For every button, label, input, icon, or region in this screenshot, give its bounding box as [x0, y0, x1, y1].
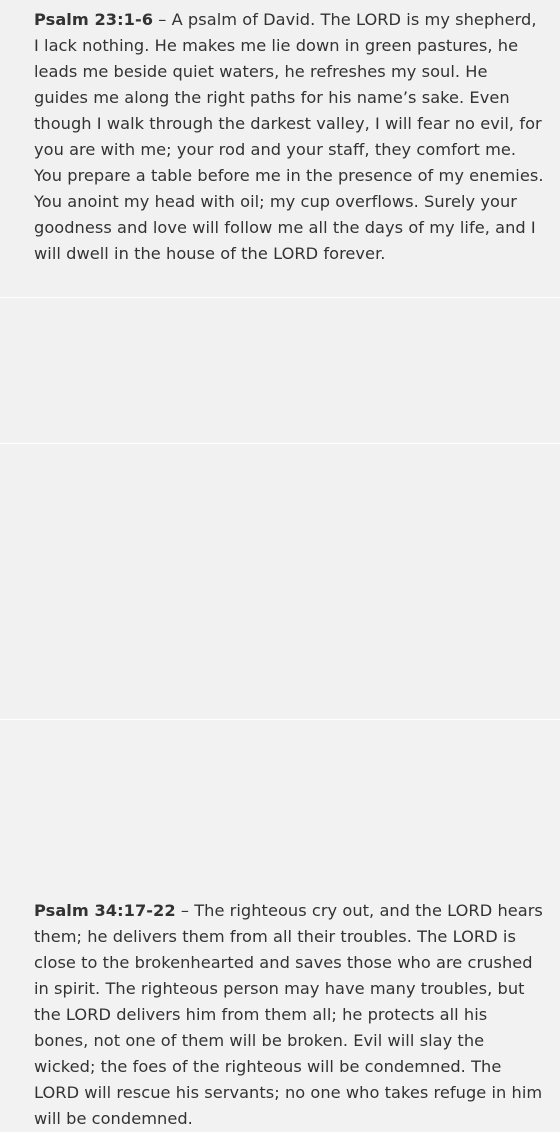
passage-reference: Psalm 23:1-6 [34, 10, 154, 29]
passage-reference: Psalm 34:17-22 [34, 901, 176, 920]
passage-text: A psalm of David. The LORD is my shepherd, I lack nothing. He makes me lie down in green pastures, he leads me beside quiet waters, he refreshes my soul. He guides me along the right paths for his name’s sake. Even though I walk through the darkest valley, I will fear no evil, for you are with me; your rod and your staff, they comfort me. You prepare a table before me in the presence of my enemies. You anoint my head with oil; my cup overflows. Surely your goodness and love will follow me all the days of my life, and I will dwell in the house of the LORD forever. [34, 10, 544, 263]
passage-block-psalm-30 [0, 298, 560, 444]
passage-psalm-23 [34, 7, 544, 267]
passage-block-psalm-34 [0, 444, 560, 1128]
passage-separator: – [153, 10, 172, 29]
passage-text: The righteous cry out, and the LORD hears them; he delivers them from all their troubles. The LORD is close to the brokenhearted and saves those who are crushed in spirit. The righteous person may have many troubles, but the LORD delivers him from them all; he protects all his bones, not one of them will be broken. Evil will slay the wicked; the foes of the righteous will be condemned. The LORD will rescue his servants; no one who takes refuge in him will be condemned. [34, 901, 543, 1128]
passage-psalm-34 [34, 898, 544, 1132]
passage-separator: – [175, 901, 195, 920]
passage-block-psalm-23 [0, 0, 560, 298]
